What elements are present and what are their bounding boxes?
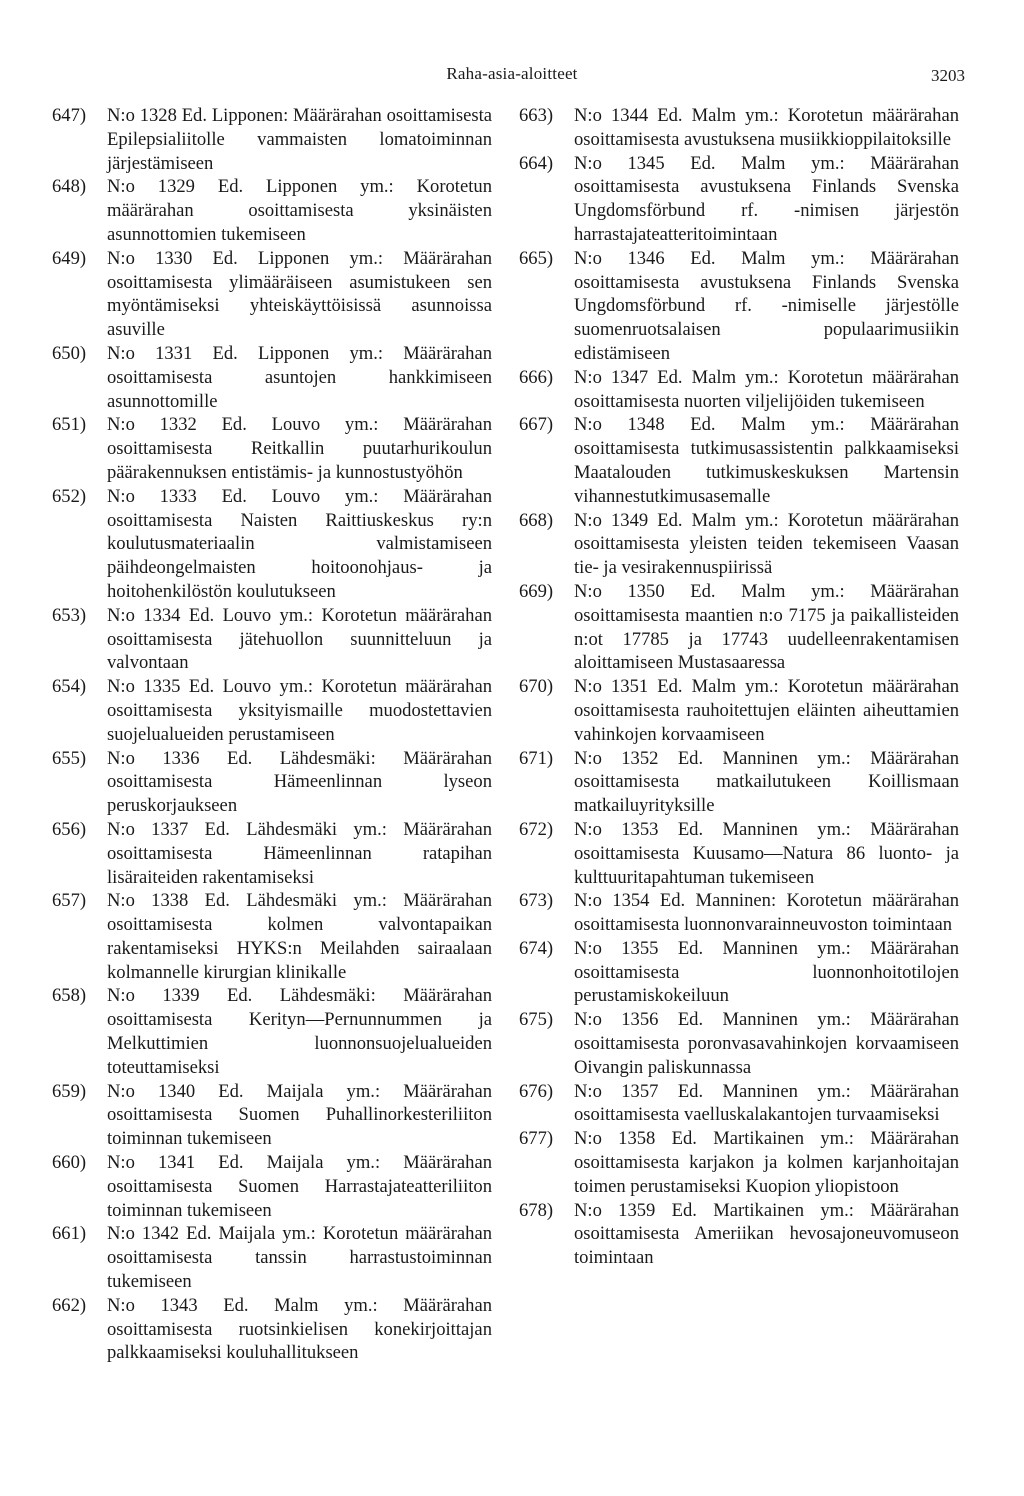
list-item — [519, 1080, 959, 1128]
page-number: 3203 — [931, 66, 965, 85]
list-item — [519, 104, 959, 152]
list-item — [519, 818, 959, 889]
entry-text: N:o 1342 Ed. Maijala ym.: Korotetun määrärahan osoittamisesta tanssin harrastustoiminnan tukemiseen — [107, 1223, 492, 1293]
entry-number: 670) — [519, 676, 554, 698]
entry-number: 671) — [519, 747, 554, 769]
entry-text: N:o 1356 Ed. Manninen ym.: Määrärahan osoittamisesta poronvasavahinkojen korvaamiseen Oivangin paliskunnassa — [574, 1009, 959, 1078]
entry-number: 647) — [52, 105, 87, 126]
entry-number: 648) — [52, 176, 87, 198]
entry-number: 667) — [519, 414, 554, 436]
list-item — [52, 485, 492, 604]
list-item — [519, 889, 959, 937]
list-item — [519, 366, 959, 414]
entry-text: N:o 1355 Ed. Manninen ym.: Määrärahan osoittamisesta luonnonhoitotilojen perustamiskokeiluun — [574, 937, 959, 1007]
list-item — [52, 604, 492, 675]
entry-text: N:o 1334 Ed. Louvo ym.: Korotetun määrärahan osoittamisesta jätehuollon suunnitteluun ja valvontaan — [107, 604, 492, 674]
entry-text: N:o 1335 Ed. Louvo ym.: Korotetun määrärahan osoittamisesta yksityismaille muodostettavien suojelualueiden perustamiseen — [107, 676, 492, 745]
entry-text: N:o 1353 Ed. Manninen ym.: Määrärahan osoittamisesta Kuusamo—Natura 86 luonto- ja kulttuuritapahtuman tukemiseen — [574, 818, 959, 888]
entry-number: 661) — [52, 1223, 87, 1245]
entry-text: N:o 1328 Ed. Lipponen: Määrärahan osoittamisesta Epilepsialiitolle vammaisten lomatoiminnan järjestämiseen — [107, 105, 492, 174]
list-item — [52, 889, 492, 984]
entry-number: 653) — [52, 604, 87, 626]
list-item — [52, 747, 492, 818]
entry-text: N:o 1343 Ed. Malm ym.: Määrärahan osoittamisesta ruotsinkielisen konekirjoittajan palkkaamiseksi kouluhallitukseen — [107, 1294, 492, 1364]
list-item — [519, 747, 959, 818]
entry-text: N:o 1347 Ed. Malm ym.: Korotetun määrärahan osoittamisesta nuorten viljelijöiden tukemiseen — [574, 366, 959, 412]
entry-text: N:o 1337 Ed. Lähdesmäki ym.: Määrärahan osoittamisesta Hämeenlinnan ratapihan lisäraiteiden rakentamiseksi — [107, 818, 492, 888]
entry-text: N:o 1333 Ed. Louvo ym.: Määrärahan osoittamisesta Naisten Raittiuskeskus ry:n koulutusmateriaalin valmistamiseen päihdeongelmaisten hoitoonohjaus- ja hoitohenkilöstön koulutukseen — [107, 485, 492, 602]
entry-number: 650) — [52, 342, 87, 364]
list-item — [52, 247, 492, 342]
entry-text: N:o 1346 Ed. Malm ym.: Määrärahan osoittamisesta avustuksena Finlands Svenska Ungdomsförbund rf. -nimiselle järjestölle suomenruotsalaisen populaarimusiikin edistämiseen — [574, 247, 959, 364]
entry-number: 649) — [52, 247, 87, 269]
list-item — [519, 580, 959, 675]
list-item — [52, 342, 492, 413]
entry-text: N:o 1341 Ed. Maijala ym.: Määrärahan osoittamisesta Suomen Harrastajateatteriliiton toiminnan tukemiseen — [107, 1152, 492, 1221]
entry-text: N:o 1344 Ed. Malm ym.: Korotetun määrärahan osoittamisesta avustuksena musiikkioppilaitoksille — [574, 105, 959, 150]
entry-text: N:o 1358 Ed. Martikainen ym.: Määrärahan osoittamisesta karjakon ja kolmen karjanhoitajan toimen perustamiseksi Kuopion yliopistoon — [574, 1128, 959, 1197]
entry-text: N:o 1350 Ed. Malm ym.: Määrärahan osoittamisesta maantien n:o 7175 ja paikallisteiden n:ot 17785 ja 17743 uudelleenrakentamisen aloittamiseen Mustasaaressa — [574, 580, 959, 674]
entry-text: N:o 1357 Ed. Manninen ym.: Määrärahan osoittamisesta vaelluskalakantojen turvaamiseksi — [574, 1080, 959, 1126]
entry-number: 660) — [52, 1152, 87, 1174]
entry-text: N:o 1336 Ed. Lähdesmäki: Määrärahan osoittamisesta Hämeenlinnan lyseon peruskorjaukseen — [107, 747, 492, 817]
entry-number: 665) — [519, 247, 554, 269]
entry-text: N:o 1338 Ed. Lähdesmäki ym.: Määrärahan osoittamisesta kolmen valvontapaikan rakentamiseksi HYKS:n Meilahden sairaalaan kolmannelle kirurgian klinikalle — [107, 890, 492, 983]
entry-text: N:o 1351 Ed. Malm ym.: Korotetun määrärahan osoittamisesta rauhoitettujen eläinten aiheuttamien vahinkojen korvaamiseen — [574, 676, 959, 745]
list-item — [519, 413, 959, 508]
entry-text: N:o 1349 Ed. Malm ym.: Korotetun määrärahan osoittamisesta yleisten teiden tekemiseen Vaasan tie- ja vesirakennuspiirissä — [574, 509, 959, 579]
entry-text: N:o 1340 Ed. Maijala ym.: Määrärahan osoittamisesta Suomen Puhallinorkesteriliiton toiminnan tukemiseen — [107, 1080, 492, 1150]
list-item — [52, 984, 492, 1079]
page-header — [0, 64, 1024, 88]
entry-text: N:o 1332 Ed. Louvo ym.: Määrärahan osoittamisesta Reitkallin puutarhurikoulun päärakennuksen entistämis- ja kunnostustyöhön — [107, 414, 492, 483]
entry-number: 651) — [52, 414, 87, 436]
entry-number: 676) — [519, 1080, 554, 1102]
entry-number: 669) — [519, 580, 554, 602]
list-item — [52, 1080, 492, 1151]
entry-text: N:o 1329 Ed. Lipponen ym.: Korotetun määrärahan osoittamisesta yksinäisten asunnottomien tukemiseen — [107, 176, 492, 245]
entry-number: 672) — [519, 818, 554, 840]
entry-number: 658) — [52, 985, 87, 1007]
entry-number: 666) — [519, 366, 554, 388]
entry-number: 677) — [519, 1128, 554, 1150]
entry-number: 668) — [519, 509, 554, 531]
right-column — [519, 104, 959, 1270]
entry-number: 678) — [519, 1199, 554, 1221]
list-item — [519, 1127, 959, 1198]
entry-text: N:o 1339 Ed. Lähdesmäki: Määrärahan osoittamisesta Kerityn—Pernunnummen ja Melkuttimien luonnonsuojelualueiden toteuttamiseksi — [107, 985, 492, 1078]
running-title: Raha-asia-aloitteet — [446, 64, 578, 83]
entry-number: 675) — [519, 1009, 554, 1031]
list-item — [519, 675, 959, 746]
entry-number: 662) — [52, 1294, 87, 1316]
entry-number: 673) — [519, 890, 554, 912]
entry-number: 663) — [519, 105, 554, 126]
entry-text: N:o 1359 Ed. Martikainen ym.: Määrärahan osoittamisesta Ameriikan hevosajoneuvomuseon toimintaan — [574, 1199, 959, 1269]
entry-text: N:o 1348 Ed. Malm ym.: Määrärahan osoittamisesta tutkimusassistentin palkkaamiseksi Maatalouden tutkimuskeskuksen Martensin vihannestutkimusasemalle — [574, 414, 959, 507]
entry-number: 657) — [52, 890, 87, 912]
list-item — [52, 1151, 492, 1222]
list-item — [519, 509, 959, 580]
entry-number: 655) — [52, 747, 87, 769]
list-item — [52, 818, 492, 889]
entry-number: 664) — [519, 152, 554, 174]
entry-text: N:o 1352 Ed. Manninen ym.: Määrärahan osoittamisesta matkailutukeen Koillismaan matkailuyrityksille — [574, 747, 959, 817]
list-item — [52, 104, 492, 175]
entry-text: N:o 1345 Ed. Malm ym.: Määrärahan osoittamisesta avustuksena Finlands Svenska Ungdomsförbund rf. -nimisen järjestön harrastajateatteritoimintaan — [574, 152, 959, 245]
entry-number: 674) — [519, 937, 554, 959]
list-item — [519, 1199, 959, 1270]
list-item — [52, 675, 492, 746]
list-item — [519, 247, 959, 366]
list-item — [52, 413, 492, 484]
list-item — [52, 1222, 492, 1293]
list-item — [519, 1008, 959, 1079]
entry-text: N:o 1330 Ed. Lipponen ym.: Määrärahan osoittamisesta ylimääräiseen asumistukeen sen myöntämiseksi yhteiskäyttöisissä asunnoissa asuville — [107, 247, 492, 341]
entry-text: N:o 1354 Ed. Manninen: Korotetun määrärahan osoittamisesta luonnonvarainneuvoston toimintaan — [574, 890, 959, 936]
entry-number: 659) — [52, 1080, 87, 1102]
entry-number: 654) — [52, 676, 87, 698]
left-column — [52, 104, 492, 1365]
entry-number: 656) — [52, 818, 87, 840]
entry-text: N:o 1331 Ed. Lipponen ym.: Määrärahan osoittamisesta asuntojen hankkimiseen asunnottomille — [107, 342, 492, 412]
entry-number: 652) — [52, 485, 87, 507]
list-item — [52, 175, 492, 246]
list-item — [519, 152, 959, 247]
list-item — [519, 937, 959, 1008]
list-item — [52, 1294, 492, 1365]
